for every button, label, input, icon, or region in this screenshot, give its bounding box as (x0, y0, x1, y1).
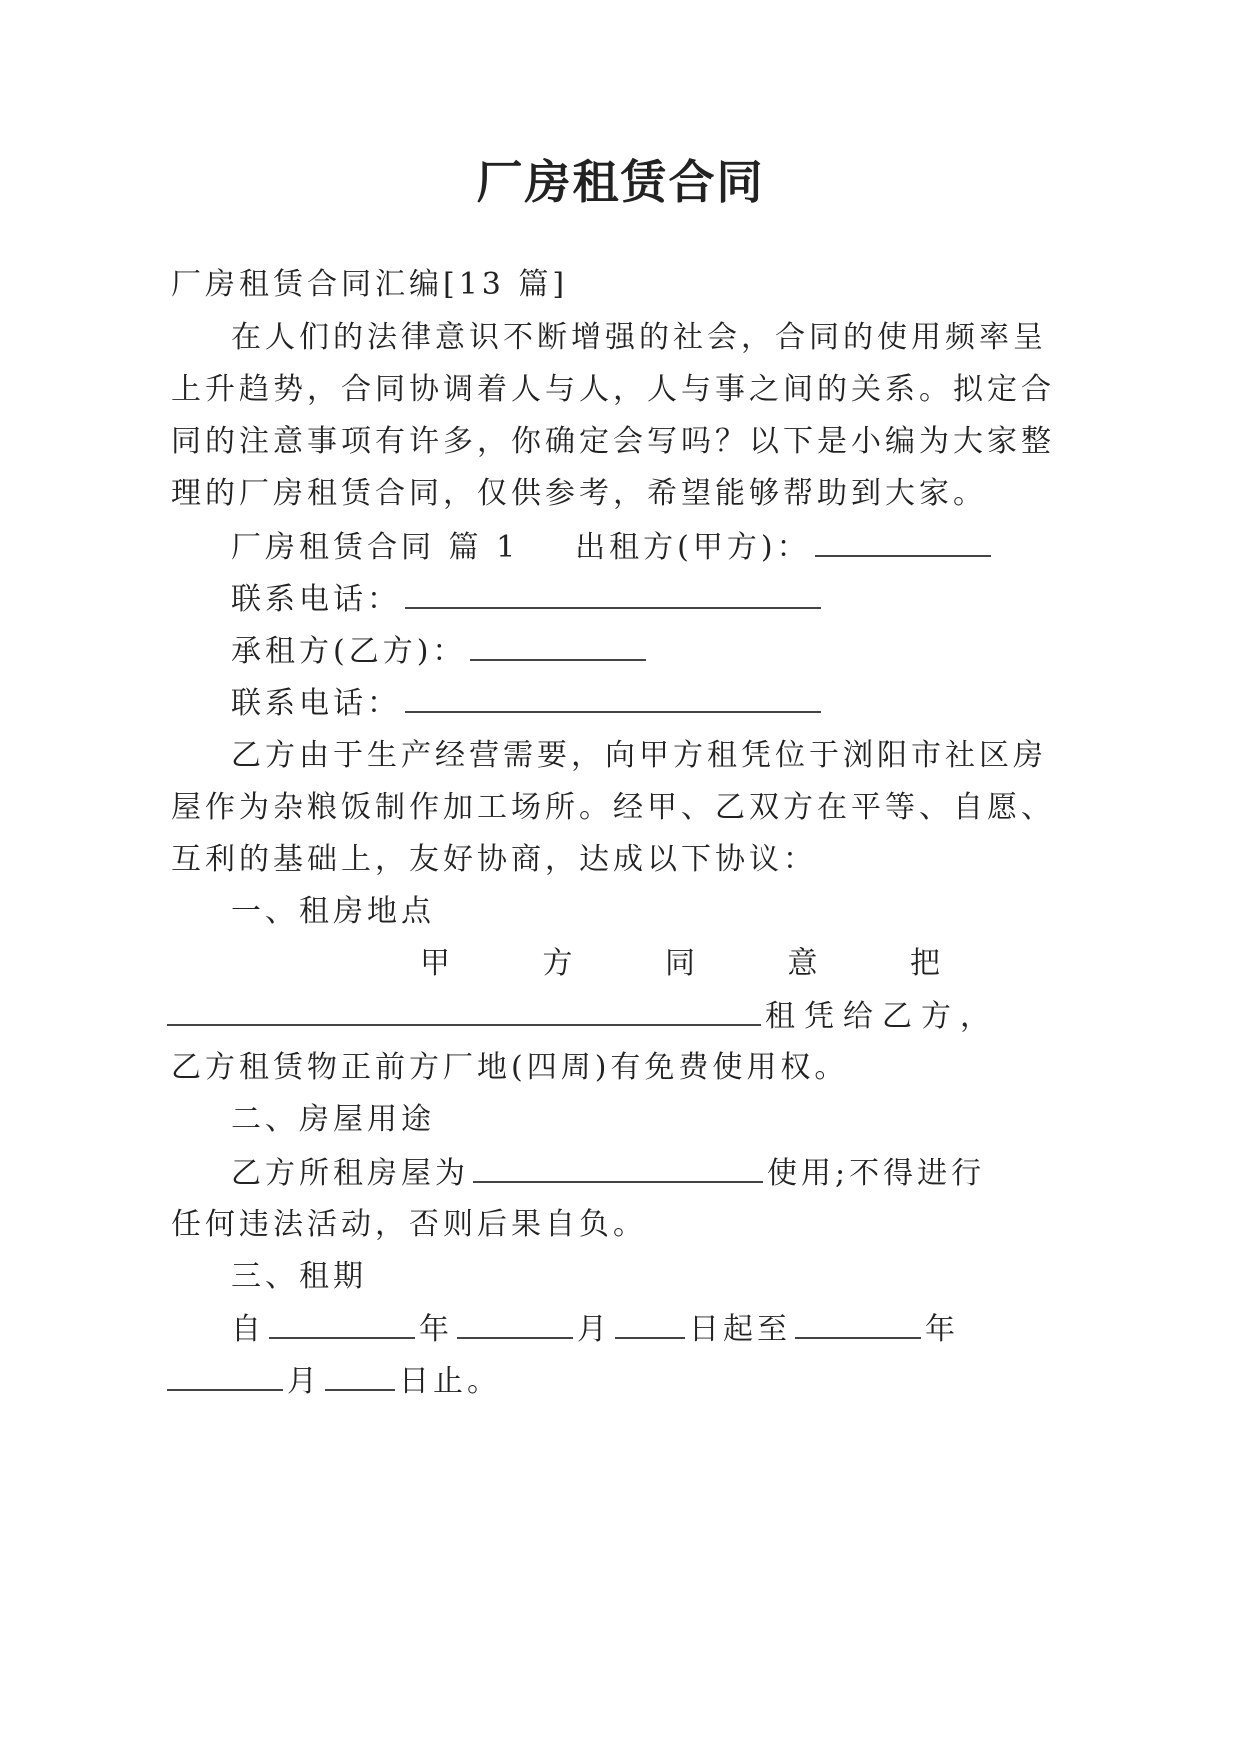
start-year-blank (269, 1309, 415, 1339)
section-2-heading: 二、房屋用途 (231, 1102, 435, 1137)
party-b-phone-blank (405, 683, 821, 713)
term-year: 年 (925, 1312, 959, 1347)
term-end: 日止。 (399, 1364, 501, 1399)
party-b-phone-row (231, 683, 825, 724)
section-1-spread-line (420, 944, 940, 984)
term-to: 日起至 (689, 1312, 791, 1347)
spread-char: 同 (665, 946, 695, 981)
spread-char: 把 (910, 946, 940, 981)
party-b-blank (470, 631, 646, 661)
start-month-blank (457, 1309, 573, 1339)
section-1-line-3: 乙方租赁物正前方厂地(四周)有免费使用权。 (171, 1050, 849, 1085)
party-a-phone-blank (405, 579, 821, 609)
article-heading-row (231, 527, 995, 568)
usage-blank (473, 1153, 763, 1183)
term-start-row (231, 1309, 959, 1350)
article-heading: 厂房租赁合同 篇 1 (231, 530, 520, 565)
term-from: 自 (231, 1312, 265, 1347)
intro-line-1: 在人们的法律意识不断增强的社会，合同的使用频率呈 (231, 320, 1047, 355)
section-3-heading: 三、租期 (231, 1259, 367, 1294)
end-day-blank (325, 1361, 395, 1391)
purpose-line-2: 屋作为杂粮饭制作加工场所。经甲、乙双方在平等、自愿、 (171, 790, 1055, 825)
party-a-blank (815, 527, 991, 557)
location-suffix: 租凭给乙方， (765, 999, 999, 1034)
term-year: 年 (419, 1312, 453, 1347)
document-title: 厂房租赁合同 (476, 155, 765, 209)
party-b-row (231, 631, 650, 672)
party-a-phone-row (231, 579, 825, 620)
section-2-usage-row (231, 1153, 985, 1194)
party-b-label: 承租方(乙方)： (231, 634, 467, 669)
section-2-line-2: 任何违法活动，否则后果自负。 (171, 1207, 647, 1242)
term-month: 月 (577, 1312, 611, 1347)
spread-char: 意 (787, 946, 818, 981)
term-month: 月 (287, 1364, 321, 1399)
end-month-blank (167, 1361, 283, 1391)
start-day-blank (615, 1309, 685, 1339)
purpose-line-1: 乙方由于生产经营需要，向甲方租凭位于浏阳市社区房 (231, 738, 1047, 773)
term-end-row (167, 1361, 501, 1402)
phone-label: 联系电话： (231, 582, 401, 617)
usage-suffix: 使用;不得进行 (767, 1156, 986, 1191)
party-a-label: 出租方(甲方)： (575, 530, 811, 565)
intro-line-2: 上升趋势，合同协调着人与人，人与事之间的关系。拟定合 (171, 372, 1055, 407)
usage-prefix: 乙方所租房屋为 (231, 1156, 469, 1191)
document-subtitle: 厂房租赁合同汇编[13 篇] (171, 267, 569, 302)
end-year-blank (795, 1309, 921, 1339)
spread-char: 甲 (420, 946, 450, 981)
phone-label: 联系电话： (231, 686, 401, 721)
intro-line-4: 理的厂房租赁合同，仅供参考，希望能够帮助到大家。 (171, 476, 987, 511)
section-1-location-row (167, 996, 999, 1037)
section-1-heading: 一、租房地点 (231, 894, 435, 929)
intro-line-3: 同的注意事项有许多，你确定会写吗？以下是小编为大家整 (171, 424, 1055, 459)
location-blank (167, 996, 761, 1026)
purpose-line-3: 互利的基础上，友好协商，达成以下协议： (171, 842, 817, 877)
spread-char: 方 (542, 946, 573, 981)
